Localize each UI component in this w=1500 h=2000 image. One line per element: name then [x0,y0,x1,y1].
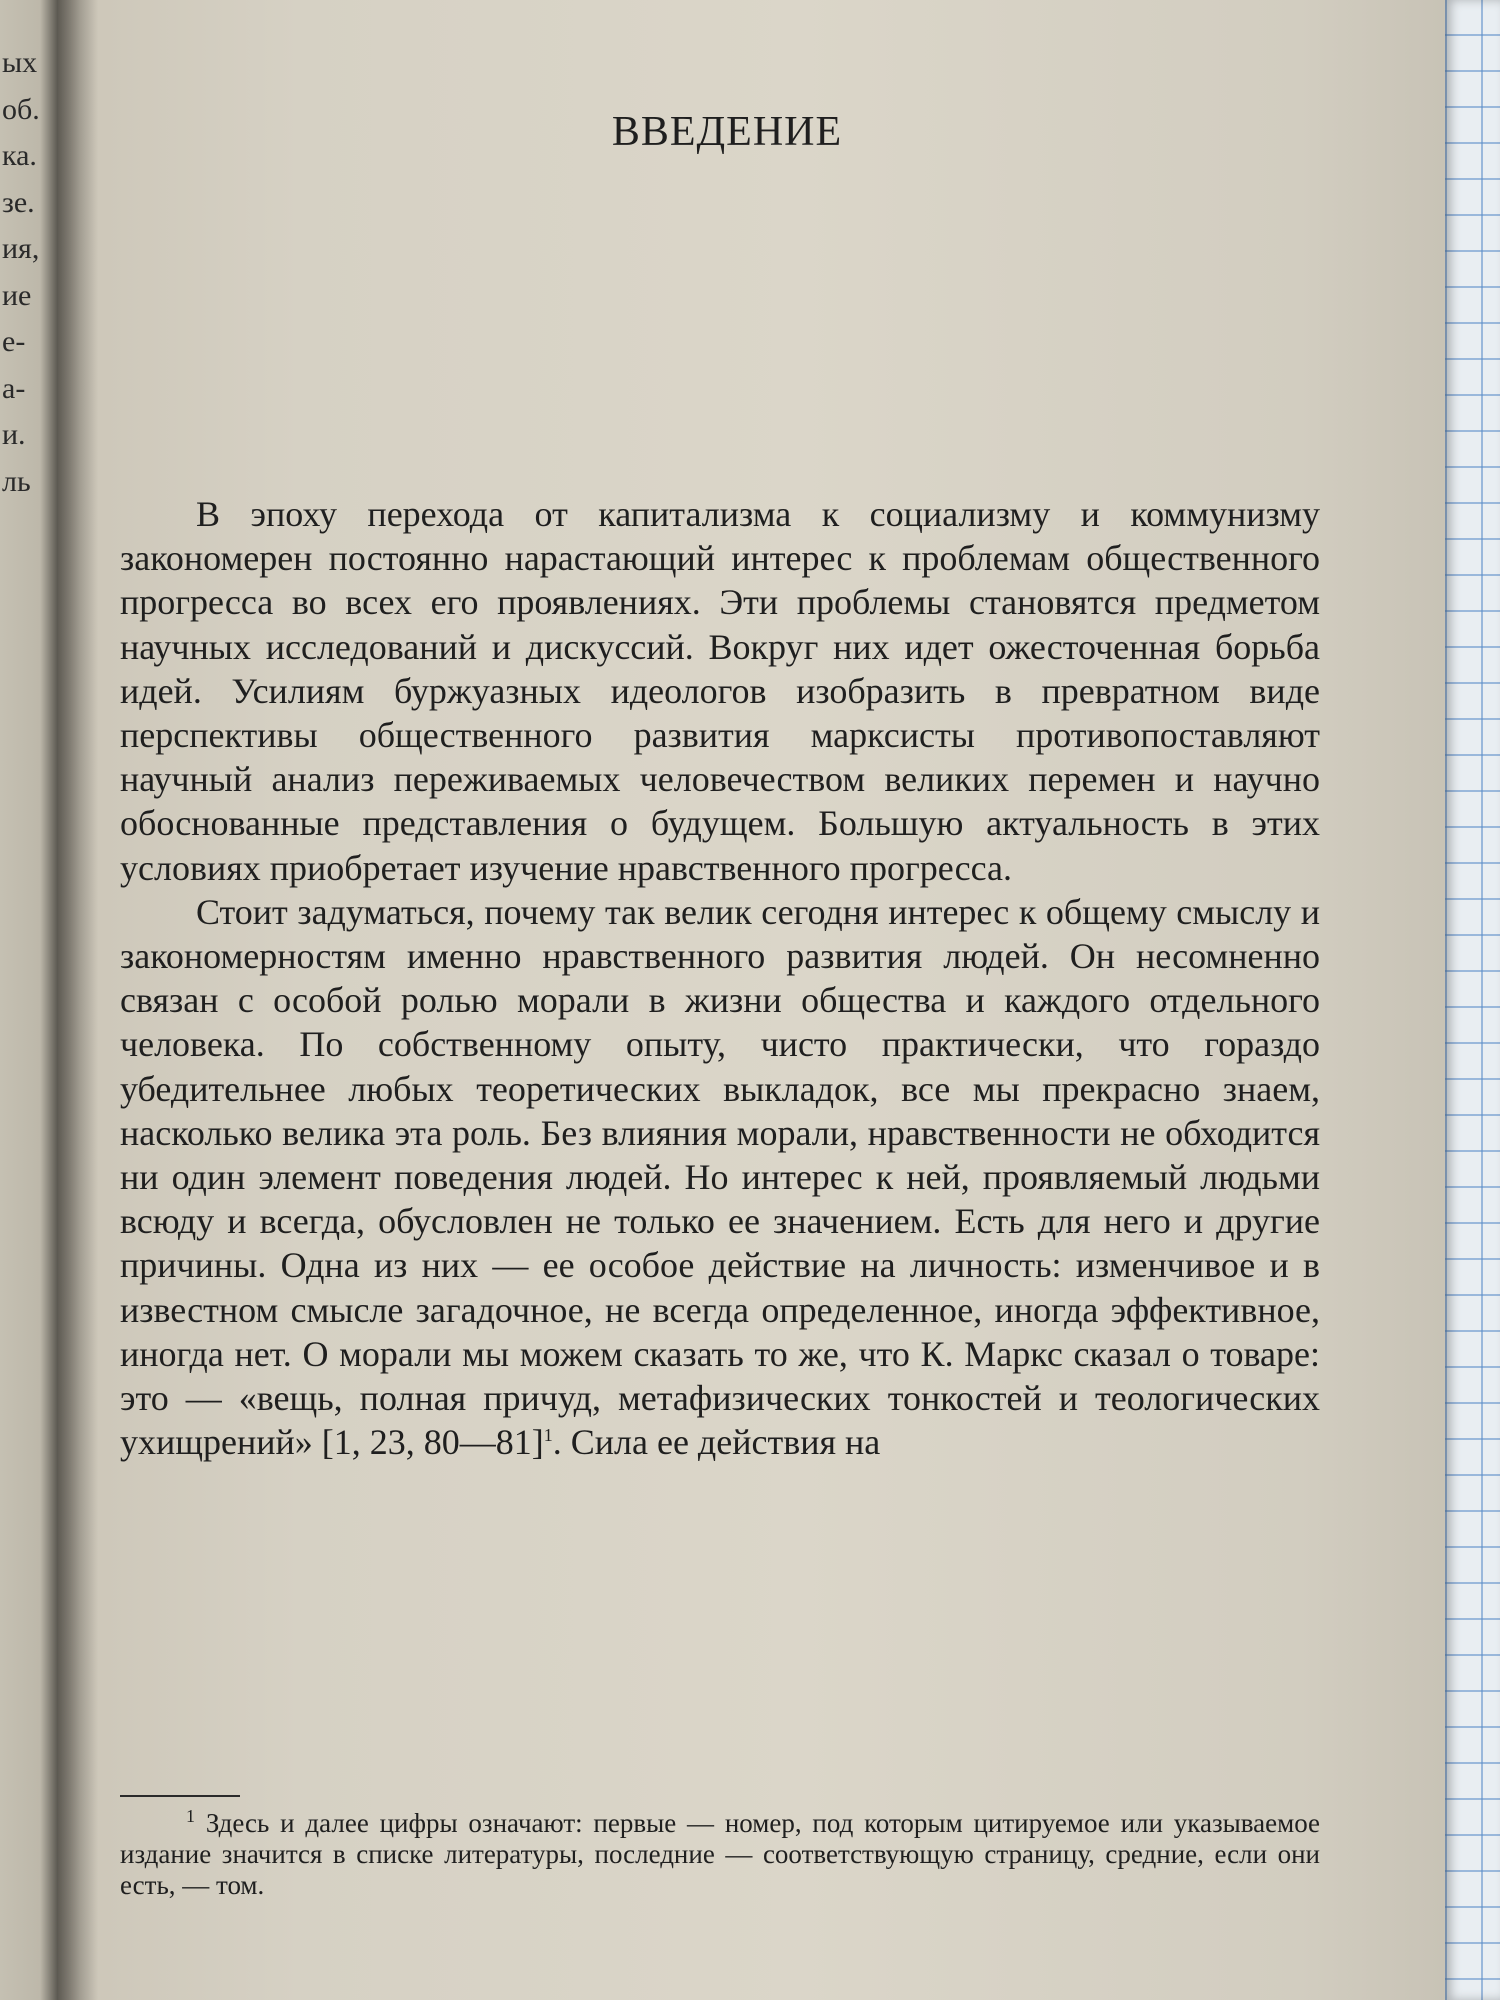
paragraph [120,492,1320,890]
paragraph-text: В эпоху перехода от капитализма к социализму и коммунизму закономерен постоянно нарастающий интерес к проблемам общественного прогресса во всех его проявлениях. Эти проблемы становятся предметом научных исследований и дискуссий. Вокруг них идет ожесточенная борьба идей. Усилиям буржуазных идеологов изобразить в превратном виде перспективы общественного развития марксисты противопоставляют научный анализ переживаемых человечеством великих перемен и научно обоснованные представления о будущем. Большую актуальность в этих условиях приобретает изучение нравственного прогресса. [120,494,1320,888]
left-page-edge [0,0,58,2000]
footnote-mark: 1 [186,1806,195,1826]
left-fragment: ль [2,464,31,498]
footnote-divider [120,1795,240,1797]
left-fragment: е- [2,325,26,358]
grid-paper-edge [1445,0,1500,2000]
book-page [112,0,1342,2000]
gutter-shadow [58,0,98,2000]
left-fragment: ие [2,278,32,312]
left-fragment: ых [2,46,38,79]
left-fragment: ка. [2,139,37,172]
left-fragment: и. [2,418,26,451]
footnote [120,1808,1320,1901]
left-fragment: об. [2,92,40,126]
left-fragment: зе. [2,185,35,219]
footnote-text: Здесь и далее цифры означают: первые — номер, под которым цитируемое или указываемое издание значится в списке литературы, последние — соответствующую страницу, средние, если они есть, — том. [120,1808,1321,1900]
paragraph-tail: . Сила ее действия на [552,1422,881,1463]
left-page-fragments [2,40,40,505]
footnote-reference: 1 [543,1425,553,1446]
left-fragment: а- [2,371,26,405]
left-fragment: ия, [2,232,40,265]
body-text [120,492,1320,1464]
paragraph [120,890,1320,1465]
page-title: ВВЕДЕНИЕ [611,109,843,155]
paragraph-text: Стоит задуматься, почему так велик сегодня интерес к общему смыслу и закономерностям именно нравственного развития людей. Он несомненно связан с особой ролью морали в жизни общества и каждого отдельного человека. По собственному опыту, чисто практически, что гораздо убедительнее любых теоретических выкладок, все мы прекрасно знаем, насколько велика эта роль. Без влияния морали, нравственности не обходится ни один элемент поведения людей. Но интерес к ней, проявляемый людьми всюду и всегда, обусловлен не только ее значением. Есть для него и другие причины. Одна из них — ее особое действие на личность: изменчивое и в известном смысле загадочное, не всегда определенное, иногда эффективное, иногда нет. О морали мы можем сказать то же, что К. Маркс сказал о товаре: это — «вещь, полная причуд, метафизических тонкостей и теологических ухищрений» [1, 23, 80—81] [120,891,1320,1463]
